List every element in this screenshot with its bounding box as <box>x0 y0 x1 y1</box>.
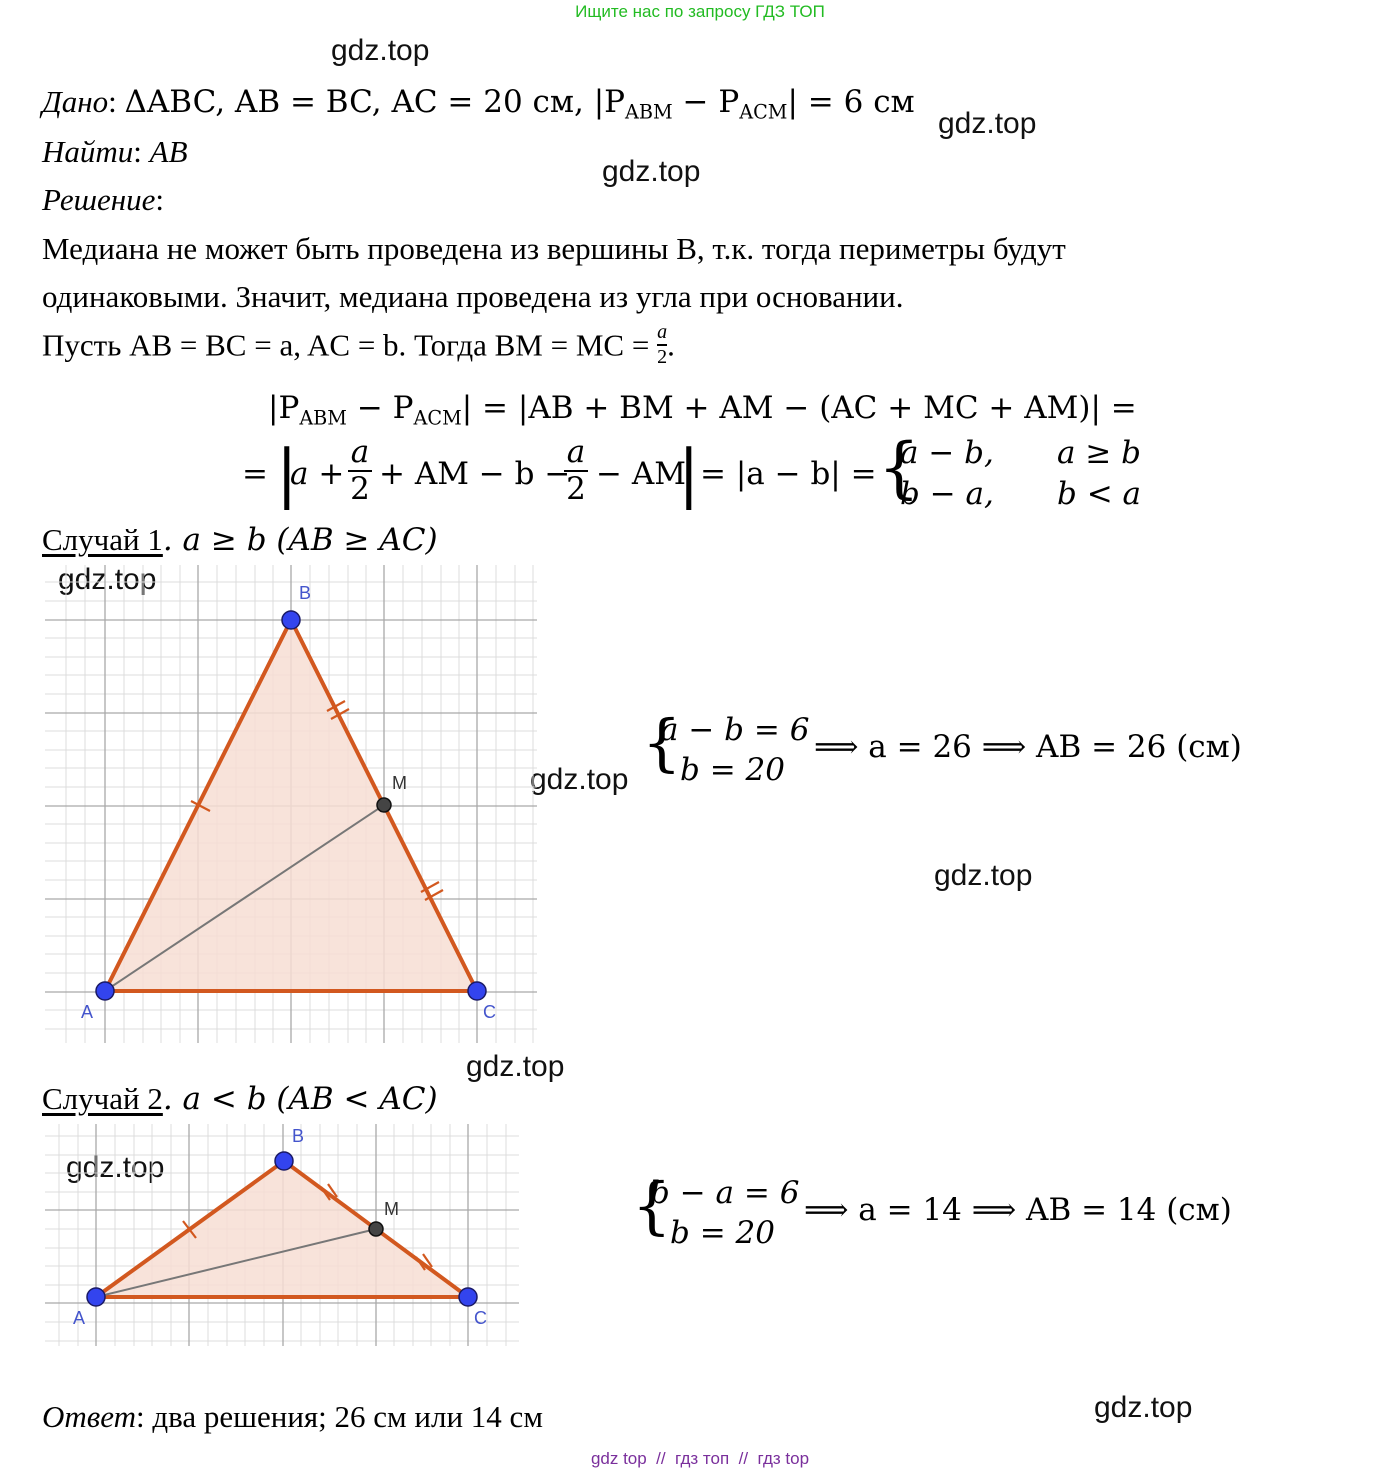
watermark: gdz.top <box>602 155 701 188</box>
watermark: gdz.top <box>934 859 1033 892</box>
label-b: B <box>292 1126 305 1146</box>
point-b <box>282 611 300 629</box>
triangle-diagram-1 <box>45 565 537 1043</box>
eq2-fraction-1: a 2 <box>348 436 372 505</box>
given-sub-acm: ACM <box>739 100 788 124</box>
watermark: gdz.top <box>66 1151 165 1184</box>
point-c <box>459 1288 477 1306</box>
watermark: gdz.top <box>58 563 157 596</box>
triangle-diagram-2 <box>45 1124 519 1346</box>
given-label: Дано <box>42 84 109 119</box>
answer-line <box>42 1401 543 1432</box>
let-line: Пусть AB = BC = a, AC = b. Тогда BM = MC = $\frac{a}{2}$ . <box>42 321 675 368</box>
case-2-heading: Случай 2. a < b (AB < AC) <box>42 1081 438 1117</box>
eq2-fraction-2: a 2 <box>564 436 588 505</box>
given-text: ΔABC, AB = BC, AC = 20 см, |P <box>124 84 626 120</box>
paragraph-line-1: Медиана не может быть проведена из вершины B, т.к. тогда периметры будут <box>42 231 1066 266</box>
label-c: C <box>483 1002 496 1022</box>
top-banner: Ищите нас по запросу ГДЗ ТОП <box>575 2 825 21</box>
point-a <box>87 1288 105 1306</box>
watermark: gdz.top <box>530 763 629 796</box>
watermark: gdz.top <box>331 34 430 67</box>
find-label: Найти <box>42 134 134 169</box>
case-1-heading: Случай 1. a ≥ b (AB ≥ AC) <box>42 522 438 558</box>
point-c <box>468 982 486 1000</box>
label-m: M <box>392 773 407 793</box>
label-m: M <box>384 1199 399 1219</box>
equation-1: $|P_{ABM} - P_{ACM}| = |AB$ + BM + AM − (AC + MC + AM)| = <box>268 390 1137 430</box>
point-m <box>369 1222 383 1236</box>
paragraph-line-2: одинаковыми. Значит, медиана проведена из угла при основании. <box>42 279 904 314</box>
answer-text: : два решения; 26 см или 14 см <box>135 1399 543 1434</box>
label-a: A <box>81 1002 94 1022</box>
label-b: B <box>299 583 312 603</box>
answer-label: Ответ <box>42 1399 136 1434</box>
label-c: C <box>474 1308 487 1328</box>
watermark: gdz.top <box>938 107 1037 140</box>
footer-links[interactable]: gdz top // гдз топ // гдз top <box>590 1449 810 1468</box>
find-value: AB <box>149 134 188 169</box>
solution-label: Решение: <box>42 182 164 217</box>
given-minus: − P <box>672 84 740 120</box>
let-fraction: $\frac{a}{2}$ <box>657 321 668 368</box>
let-text: Пусть AB = BC = a, AC = b. Тогда BM = MC = <box>42 327 650 363</box>
given-sub-abm: ABM <box>625 100 673 124</box>
system-1: { a − b = 6 b = 20 ⟹ a = 26 ⟹ AB = 26 (см) <box>642 706 1242 788</box>
system-2: { b − a = 6 b = 20 ⟹ a = 14 ⟹ AB = 14 (см) <box>632 1169 1232 1251</box>
watermark: gdz.top <box>1094 1391 1193 1424</box>
point-a <box>96 982 114 1000</box>
point-b <box>275 1152 293 1170</box>
watermark: gdz.top <box>466 1050 565 1083</box>
given-line: Дано: ΔABC, AB = BC, AC = 20 см, $|P_{ABM} - P_{ACM}| = 6$ см <box>42 84 915 124</box>
point-m <box>377 798 391 812</box>
given-tail: | = 6 см <box>787 84 915 120</box>
label-a: A <box>73 1308 86 1328</box>
find-line: Найти: AB <box>42 134 188 169</box>
